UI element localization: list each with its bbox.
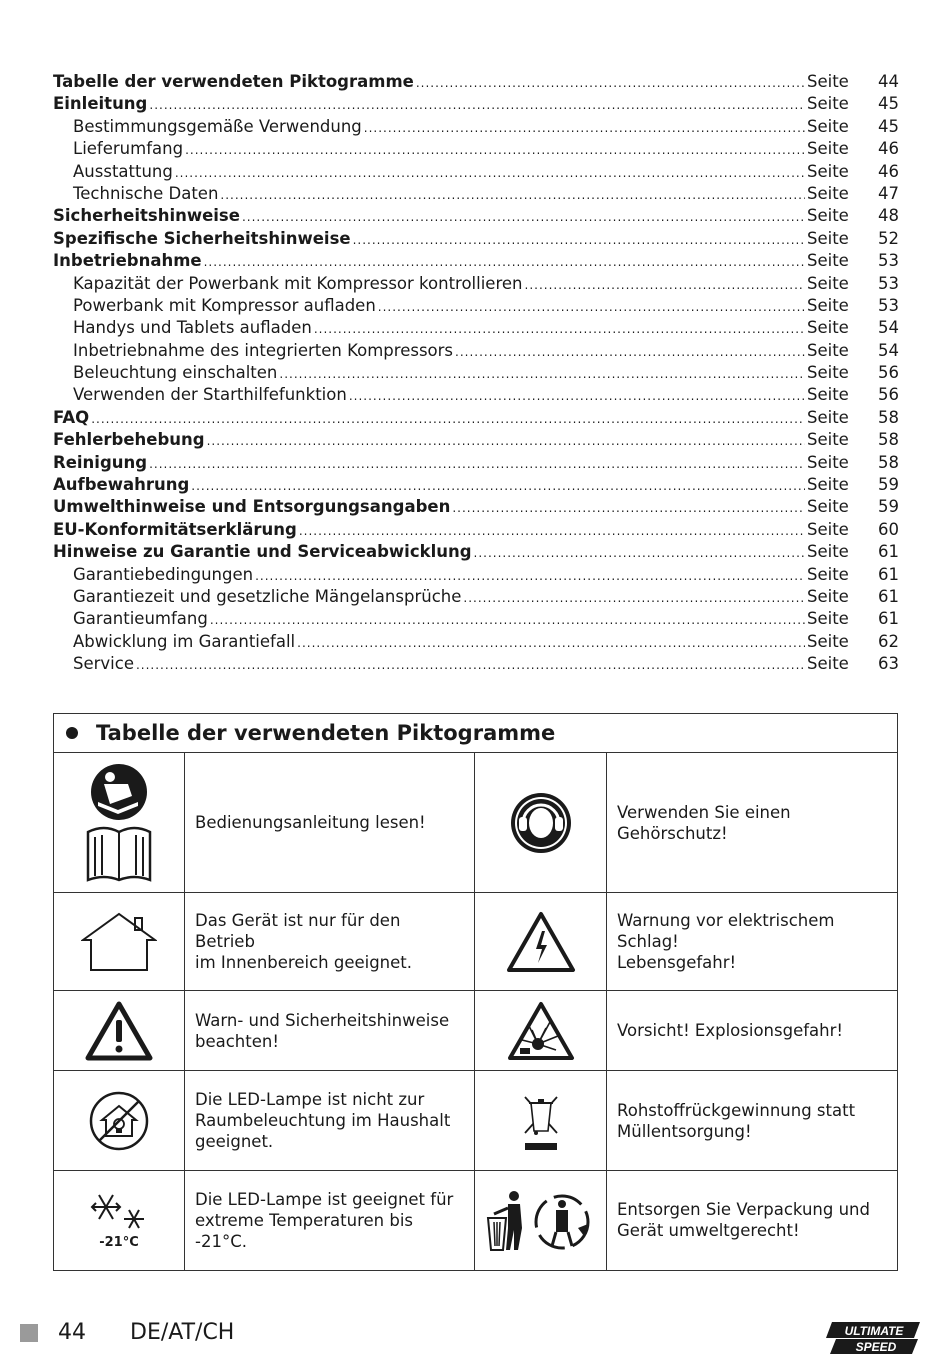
toc-entry bbox=[53, 653, 899, 675]
toc-entry bbox=[53, 631, 899, 653]
read-manual-icon bbox=[54, 753, 185, 893]
general-warning-icon bbox=[54, 991, 185, 1071]
toc-entry-seite-label: Seite bbox=[807, 407, 849, 427]
toc-dot-leader bbox=[463, 587, 805, 609]
toc-entry bbox=[53, 474, 899, 496]
toc-entry-page-number: 61 bbox=[878, 542, 899, 562]
toc-entry-page-number: 53 bbox=[878, 251, 899, 271]
recycling-disposal-icon bbox=[475, 1171, 607, 1270]
pictogram-grid bbox=[54, 753, 897, 1270]
toc-entry bbox=[53, 429, 899, 451]
toc-entry bbox=[53, 93, 899, 115]
indoor-house-icon bbox=[54, 893, 185, 991]
table-of-contents bbox=[53, 71, 899, 676]
toc-entry-seite-label: Seite bbox=[807, 116, 849, 136]
pictogram-description: Das Gerät ist nur für den Betrieb im Innenbereich geeignet. bbox=[185, 893, 475, 991]
toc-entry-page-number: 52 bbox=[878, 228, 899, 248]
toc-entry-title: Inbetriebnahme bbox=[53, 251, 202, 271]
toc-dot-leader bbox=[191, 475, 805, 497]
toc-entry bbox=[53, 273, 899, 295]
toc-entry-page-number: 54 bbox=[878, 318, 899, 338]
toc-entry bbox=[53, 295, 899, 317]
pictogram-description: Die LED-Lampe ist nicht zur Raumbeleuchtung im Haushalt geeignet. bbox=[185, 1071, 475, 1171]
pictogram-table-title: Tabelle der verwendeten Piktogramme bbox=[96, 721, 556, 745]
snowflake-temperature-icon bbox=[54, 1171, 185, 1270]
toc-entry-page-number: 45 bbox=[878, 116, 899, 136]
toc-dot-leader bbox=[149, 453, 805, 475]
toc-entry bbox=[53, 228, 899, 250]
toc-dot-leader bbox=[185, 139, 805, 161]
toc-dot-leader bbox=[525, 274, 806, 296]
toc-entry-page-number: 61 bbox=[878, 564, 899, 584]
toc-entry-seite-label: Seite bbox=[807, 631, 849, 651]
country-codes: DE/AT/CH bbox=[130, 1320, 235, 1345]
toc-entry-title: Abwicklung im Garantiefall bbox=[73, 631, 296, 651]
pictogram-description: Rohstoffrückgewinnung statt Müllentsorgung! bbox=[607, 1071, 897, 1171]
toc-dot-leader bbox=[91, 408, 805, 430]
logo-text-speed: SPEED bbox=[855, 1340, 897, 1354]
pictogram-description: Bedienungsanleitung lesen! bbox=[185, 753, 475, 893]
toc-entry-title: Handys und Tablets aufladen bbox=[73, 318, 312, 338]
toc-entry-page-number: 45 bbox=[878, 94, 899, 114]
toc-entry-title: Beleuchtung einschalten bbox=[73, 363, 278, 383]
toc-entry bbox=[53, 452, 899, 474]
toc-dot-leader bbox=[207, 430, 805, 452]
toc-entry-title: Kapazität der Powerbank mit Kompressor kontrollieren bbox=[73, 273, 523, 293]
toc-entry-seite-label: Seite bbox=[807, 542, 849, 562]
hearing-protection-icon bbox=[475, 753, 607, 893]
crossed-bin-icon bbox=[475, 1071, 607, 1171]
toc-entry-page-number: 54 bbox=[878, 340, 899, 360]
toc-dot-leader bbox=[255, 565, 805, 587]
toc-entry-title: Einleitung bbox=[53, 94, 148, 114]
toc-dot-leader bbox=[455, 341, 805, 363]
toc-entry bbox=[53, 407, 899, 429]
toc-dot-leader bbox=[210, 609, 805, 631]
toc-entry-page-number: 58 bbox=[878, 452, 899, 472]
toc-entry-page-number: 59 bbox=[878, 497, 899, 517]
toc-dot-leader bbox=[136, 654, 805, 676]
toc-dot-leader bbox=[204, 251, 805, 273]
toc-entry-title: Inbetriebnahme des integrierten Kompressors bbox=[73, 340, 454, 360]
toc-entry-title: EU-Konformitätserklärung bbox=[53, 519, 297, 539]
toc-entry-page-number: 60 bbox=[878, 519, 899, 539]
toc-entry-seite-label: Seite bbox=[807, 273, 849, 293]
toc-entry bbox=[53, 608, 899, 630]
toc-entry-seite-label: Seite bbox=[807, 564, 849, 584]
explosion-warning-icon bbox=[475, 991, 607, 1071]
toc-entry-seite-label: Seite bbox=[807, 295, 849, 315]
toc-entry-title: Sicherheitshinweise bbox=[53, 206, 240, 226]
toc-entry-title: Umwelthinweise und Entsorgungsangaben bbox=[53, 497, 451, 517]
toc-dot-leader bbox=[349, 385, 805, 407]
toc-entry-seite-label: Seite bbox=[807, 206, 849, 226]
toc-entry bbox=[53, 586, 899, 608]
logo-text-ultimate: ULTIMATE bbox=[844, 1324, 904, 1338]
toc-dot-leader bbox=[279, 363, 805, 385]
toc-entry-seite-label: Seite bbox=[807, 452, 849, 472]
pictogram-description: Warnung vor elektrischem Schlag! Lebensgefahr! bbox=[607, 893, 897, 991]
toc-entry-seite-label: Seite bbox=[807, 363, 849, 383]
toc-entry bbox=[53, 519, 899, 541]
toc-dot-leader bbox=[364, 117, 805, 139]
toc-entry bbox=[53, 138, 899, 160]
toc-entry bbox=[53, 362, 899, 384]
toc-entry-page-number: 47 bbox=[878, 183, 899, 203]
toc-dot-leader bbox=[416, 72, 805, 94]
toc-entry bbox=[53, 116, 899, 138]
toc-entry-seite-label: Seite bbox=[807, 519, 849, 539]
toc-entry bbox=[53, 317, 899, 339]
toc-entry bbox=[53, 541, 899, 563]
pictogram-table bbox=[53, 713, 898, 1271]
toc-entry-page-number: 53 bbox=[878, 273, 899, 293]
toc-entry-seite-label: Seite bbox=[807, 228, 849, 248]
toc-entry-title: Ausstattung bbox=[73, 161, 173, 181]
toc-entry bbox=[53, 384, 899, 406]
toc-dot-leader bbox=[242, 206, 805, 228]
pictogram-description: Warn- und Sicherheitshinweise beachten! bbox=[185, 991, 475, 1071]
no-room-lighting-icon bbox=[54, 1071, 185, 1171]
toc-entry-title: Service bbox=[73, 654, 134, 674]
toc-entry-title: Garantieumfang bbox=[73, 609, 208, 629]
toc-entry-title: Powerbank mit Kompressor aufladen bbox=[73, 295, 376, 315]
toc-entry-title: Lieferumfang bbox=[73, 139, 184, 159]
toc-entry-seite-label: Seite bbox=[807, 251, 849, 271]
toc-entry-page-number: 56 bbox=[878, 385, 899, 405]
toc-entry-title: Hinweise zu Garantie und Serviceabwicklung bbox=[53, 542, 472, 562]
toc-entry-page-number: 48 bbox=[878, 206, 899, 226]
toc-entry bbox=[53, 496, 899, 518]
toc-entry-title: Bestimmungsgemäße Verwendung bbox=[73, 116, 362, 136]
toc-dot-leader bbox=[378, 296, 805, 318]
footer-marker bbox=[20, 1324, 38, 1342]
pictogram-description: Verwenden Sie einen Gehörschutz! bbox=[607, 753, 897, 893]
toc-entry-page-number: 56 bbox=[878, 363, 899, 383]
toc-entry-page-number: 53 bbox=[878, 295, 899, 315]
toc-dot-leader bbox=[297, 632, 805, 654]
toc-entry-title: FAQ bbox=[53, 407, 90, 427]
brand-logo bbox=[826, 1320, 922, 1360]
toc-entry-title: Technische Daten bbox=[73, 183, 219, 203]
toc-entry-page-number: 62 bbox=[878, 631, 899, 651]
toc-dot-leader bbox=[149, 94, 805, 116]
bullet-icon bbox=[66, 727, 78, 739]
toc-entry-title: Tabelle der verwendeten Piktogramme bbox=[53, 72, 414, 91]
toc-entry-seite-label: Seite bbox=[807, 318, 849, 338]
toc-entry-page-number: 61 bbox=[878, 609, 899, 629]
toc-entry-seite-label: Seite bbox=[807, 94, 849, 114]
toc-dot-leader bbox=[220, 184, 805, 206]
toc-entry-seite-label: Seite bbox=[807, 340, 849, 360]
toc-entry bbox=[53, 183, 899, 205]
toc-dot-leader bbox=[175, 162, 805, 184]
toc-entry-seite-label: Seite bbox=[807, 475, 849, 495]
electric-shock-warning-icon bbox=[475, 893, 607, 991]
toc-entry-title: Spezifische Sicherheitshinweise bbox=[53, 228, 351, 248]
toc-entry-title: Fehlerbehebung bbox=[53, 430, 205, 450]
toc-entry bbox=[53, 71, 899, 93]
toc-entry bbox=[53, 161, 899, 183]
toc-entry bbox=[53, 250, 899, 272]
toc-entry-seite-label: Seite bbox=[807, 609, 849, 629]
pictogram-table-header bbox=[54, 714, 897, 753]
toc-entry-page-number: 63 bbox=[878, 654, 899, 674]
toc-entry bbox=[53, 564, 899, 586]
toc-entry-title: Aufbewahrung bbox=[53, 475, 190, 495]
toc-dot-leader bbox=[299, 520, 805, 542]
pictogram-description: Entsorgen Sie Verpackung und Gerät umweltgerecht! bbox=[617, 1200, 870, 1241]
toc-entry-title: Verwenden der Starthilfefunktion bbox=[73, 385, 347, 405]
toc-entry-seite-label: Seite bbox=[807, 161, 849, 181]
pictogram-description: Vorsicht! Explosionsgefahr! bbox=[607, 991, 897, 1071]
toc-entry-seite-label: Seite bbox=[807, 385, 849, 405]
toc-entry-page-number: 46 bbox=[878, 139, 899, 159]
toc-dot-leader bbox=[452, 497, 805, 519]
toc-entry-title: Garantiebedingungen bbox=[73, 564, 254, 584]
toc-entry-seite-label: Seite bbox=[807, 183, 849, 203]
toc-entry-seite-label: Seite bbox=[807, 586, 849, 606]
toc-entry-page-number: 58 bbox=[878, 430, 899, 450]
pictogram-description: Die LED-Lampe ist geeignet für extreme Temperaturen bis -21°C. bbox=[185, 1171, 475, 1270]
toc-dot-leader bbox=[474, 542, 805, 564]
toc-entry-seite-label: Seite bbox=[807, 497, 849, 517]
toc-entry bbox=[53, 340, 899, 362]
toc-dot-leader bbox=[353, 229, 805, 251]
toc-entry-title: Garantiezeit und gesetzliche Mängelansprüche bbox=[73, 586, 462, 606]
page-number: 44 bbox=[58, 1320, 86, 1345]
toc-entry-seite-label: Seite bbox=[807, 654, 849, 674]
toc-entry bbox=[53, 205, 899, 227]
toc-entry-page-number: 58 bbox=[878, 407, 899, 427]
toc-entry-page-number: 44 bbox=[878, 72, 899, 91]
toc-dot-leader bbox=[314, 318, 805, 340]
toc-entry-seite-label: Seite bbox=[807, 139, 849, 159]
toc-entry-seite-label: Seite bbox=[807, 72, 849, 91]
toc-entry-page-number: 59 bbox=[878, 475, 899, 495]
toc-entry-page-number: 61 bbox=[878, 586, 899, 606]
temperature-caption: -21°C bbox=[99, 1234, 139, 1250]
toc-entry-seite-label: Seite bbox=[807, 430, 849, 450]
toc-entry-title: Reinigung bbox=[53, 452, 148, 472]
toc-entry-page-number: 46 bbox=[878, 161, 899, 181]
